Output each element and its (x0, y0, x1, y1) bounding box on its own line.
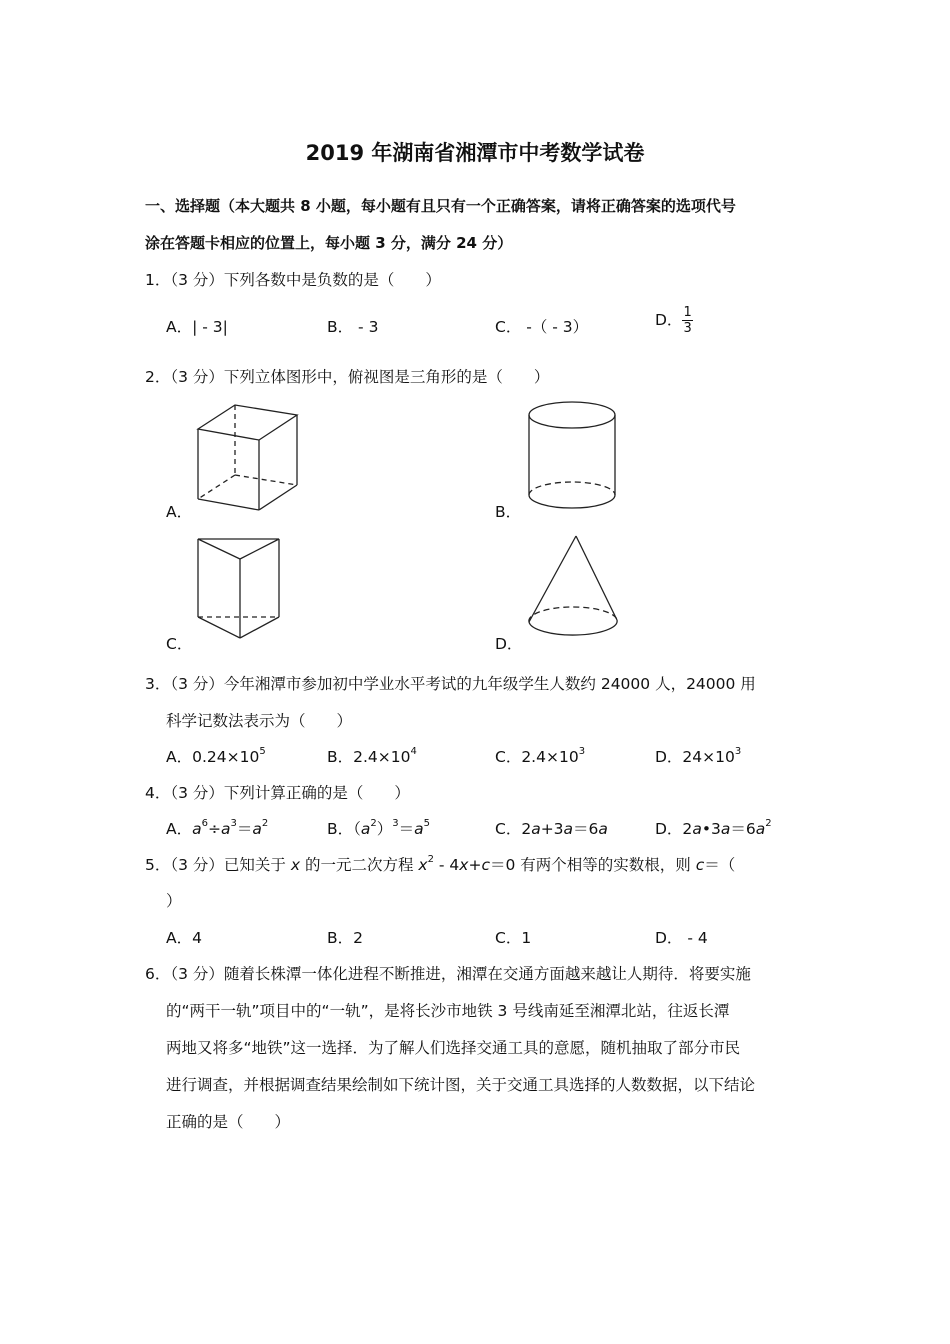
var-a: a (720, 820, 731, 838)
q5-option-b[interactable]: B．2 (327, 929, 363, 947)
q6-stem-line3: 两地又将多“地铁”这一选择．为了解人们选择交通工具的意愿，随机抽取了部分市民 (166, 1039, 741, 1057)
q5-mid1: 的一元二次方程 (300, 856, 419, 874)
var-c: c (695, 856, 705, 874)
q1-option-d-label: D． (655, 311, 683, 329)
q3-option-a-base: A．0.24×10 (166, 748, 260, 766)
q3-option-b[interactable] (327, 745, 417, 767)
var-a: a (692, 820, 702, 838)
q3-option-d-base: D．24×10 (655, 748, 735, 766)
divide-sign: ÷ (207, 820, 221, 838)
q1-option-d[interactable] (655, 305, 693, 336)
q3-option-a[interactable] (166, 745, 266, 767)
var-a: a (360, 820, 371, 838)
equals-sign: ＝ (398, 820, 415, 838)
exponent: 2 (765, 818, 772, 829)
q2-option-a[interactable]: A． (166, 503, 193, 521)
var-a: a (755, 820, 766, 838)
var-x: x (418, 856, 428, 874)
cube-icon (192, 400, 304, 516)
exponent: 3 (230, 818, 237, 829)
q4-c-mid: +3 (540, 820, 564, 838)
q3-option-b-exponent: 4 (410, 746, 417, 757)
fraction-denominator: 3 (683, 321, 692, 336)
q5-mid2: ‐ 4 (433, 856, 460, 874)
q3-option-a-exponent: 5 (259, 746, 266, 757)
q4-stem: 4．（3 分）下列计算正确的是（ ） (145, 784, 410, 802)
q3-option-d-exponent: 3 (734, 746, 742, 757)
var-a: a (598, 820, 608, 838)
q4-option-d[interactable] (655, 817, 772, 839)
q6-stem-line4: 进行调查，并根据调查结果绘制如下统计图，关于交通工具选择的人数数据，以下结论 (166, 1076, 756, 1094)
q4-option-a[interactable] (166, 817, 268, 839)
q4-d-label: D．2 (655, 820, 693, 838)
q3-option-c-exponent: 3 (578, 746, 586, 757)
q3-option-c-base: C．2.4×10 (495, 748, 579, 766)
q3-option-d[interactable] (655, 745, 741, 767)
q4-c-label: C．2 (495, 820, 532, 838)
q5-option-a[interactable]: A．4 (166, 929, 202, 947)
q4-option-c[interactable] (495, 817, 608, 839)
q5-stem (145, 853, 735, 875)
var-a: a (192, 820, 202, 838)
exam-title: 2019 年湖南省湘潭市中考数学试卷 (305, 141, 645, 165)
q3-option-c[interactable] (495, 745, 585, 767)
fraction-numerator: 1 (683, 305, 692, 320)
var-a: a (252, 820, 262, 838)
var-a: a (563, 820, 574, 838)
exponent: 6 (201, 818, 208, 829)
triangular-prism-icon (192, 533, 286, 643)
q4-d-mid: •3 (701, 820, 721, 838)
q4-a-label: A． (166, 820, 193, 838)
var-a: a (531, 820, 541, 838)
exponent: 2 (370, 818, 377, 829)
q4-option-b[interactable] (327, 817, 430, 839)
q2-option-c[interactable]: C． (166, 635, 193, 653)
exponent: 2 (427, 854, 434, 865)
close-paren: ） (376, 820, 393, 838)
plus-sign: + (468, 856, 482, 874)
q3-option-b-base: B．2.4×10 (327, 748, 411, 766)
cone-icon (524, 532, 622, 642)
q6-stem-line5: 正确的是（ ） (166, 1113, 291, 1131)
section-heading-line1: 一、选择题（本大题共 8 小题，每小题有且只有一个正确答案，请将正确答案的选项代号 (145, 197, 736, 215)
fraction (682, 305, 692, 336)
q5-prefix: 5．（3 分）已知关于 (145, 856, 291, 874)
q2-option-b[interactable]: B． (495, 503, 522, 521)
cylinder-icon (524, 398, 622, 514)
var-c: c (481, 856, 490, 874)
q1-option-a[interactable]: A．| ‐ 3| (166, 318, 228, 336)
q5-option-d[interactable]: D． ‐ 4 (655, 929, 708, 947)
var-a: a (414, 820, 424, 838)
q5-stem-line2: ） (166, 892, 182, 910)
exponent: 5 (423, 818, 431, 829)
section-heading-line2: 涂在答题卡相应的位置上，每小题 3 分，满分 24 分） (145, 234, 513, 252)
q1-option-b[interactable]: B． ‐ 3 (327, 318, 379, 336)
q4-d-eq: ＝6 (730, 820, 756, 838)
q2-stem: 2．（3 分）下列立体图形中，俯视图是三角形的是（ ） (145, 368, 550, 386)
q1-option-c[interactable]: C． ‐（ ‐ 3） (495, 318, 589, 336)
q6-stem-line2: 的“两干一轨”项目中的“一轨”，是将长沙市地铁 3 号线南延至湘潭北站，往返长潭 (166, 1002, 730, 1020)
q5-option-c[interactable]: C．1 (495, 929, 532, 947)
equals-sign: ＝ (236, 820, 253, 838)
q3-stem-line1: 3．（3 分）今年湘潭市参加初中学业水平考试的九年级学生人数约 24000 人，24000 用 (145, 675, 756, 693)
q4-b-label: B．（ (327, 820, 361, 838)
q5-end: ＝（ (704, 856, 736, 874)
q5-mid3: ＝0 有两个相等的实数根，则 (489, 856, 696, 874)
q2-option-d[interactable]: D． (495, 635, 523, 653)
var-x: x (459, 856, 469, 874)
q6-stem-line1: 6．（3 分）随着长株潭一体化进程不断推进，湘潭在交通方面越来越让人期待．将要实施 (145, 965, 751, 983)
var-x: x (290, 856, 301, 874)
exponent: 2 (261, 818, 269, 829)
q3-stem-line2: 科学记数法表示为（ ） (166, 712, 353, 730)
q4-c-eq: ＝6 (573, 820, 599, 838)
var-a: a (220, 820, 231, 838)
q1-stem: 1．（3 分）下列各数中是负数的是（ ） (145, 271, 441, 289)
exponent: 3 (392, 818, 399, 829)
